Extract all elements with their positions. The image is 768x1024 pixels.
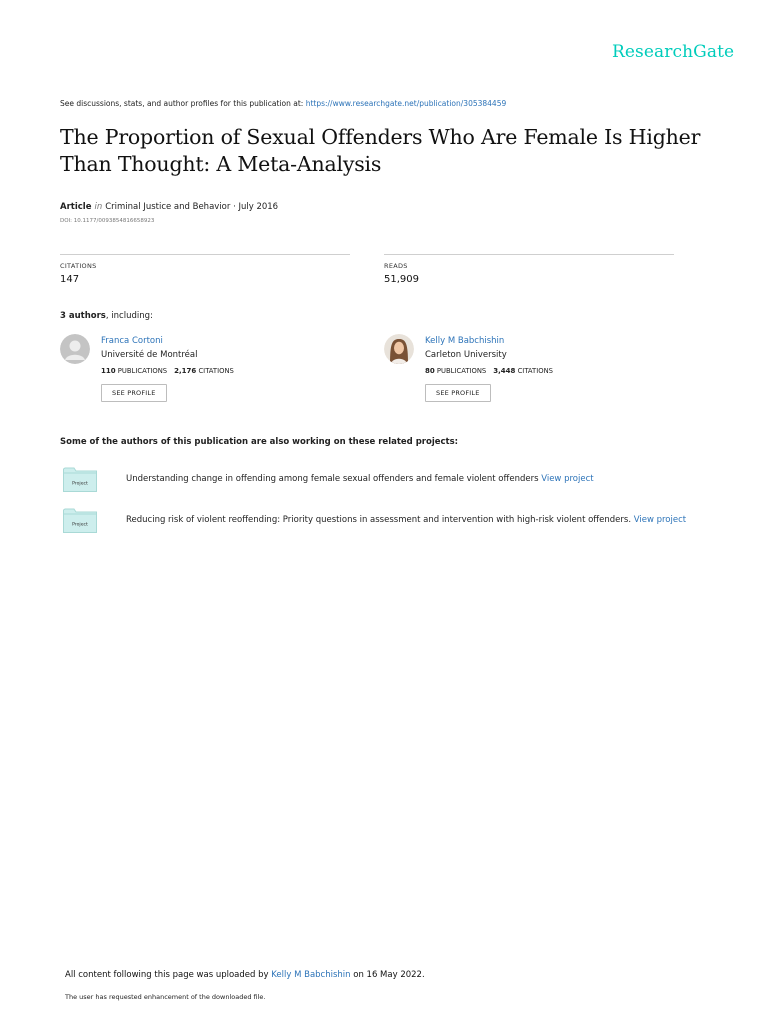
author-name-link[interactable]: Franca Cortoni bbox=[101, 336, 163, 346]
author-name-link[interactable]: Kelly M Babchishin bbox=[425, 336, 505, 346]
reads-label: READS bbox=[384, 262, 408, 270]
project-icon-label: Project bbox=[72, 481, 88, 487]
authors-including: , including: bbox=[105, 311, 153, 321]
related-projects-heading: Some of the authors of this publication are also working on these related projects: bbox=[60, 437, 459, 447]
uploader-link[interactable]: Kelly M Babchishin bbox=[271, 970, 351, 980]
view-project-link[interactable]: View project bbox=[541, 474, 594, 484]
reads-divider bbox=[384, 254, 674, 255]
author-citations-label: CITATIONS bbox=[198, 367, 234, 375]
project-description: Understanding change in offending among female sexual offenders and female violent offenders bbox=[126, 474, 542, 484]
project-folder-icon bbox=[63, 466, 97, 492]
meta-in: in bbox=[94, 202, 103, 212]
default-avatar-icon bbox=[60, 334, 90, 364]
journal-date: Criminal Justice and Behavior · July 2016 bbox=[105, 202, 279, 212]
author-citations-label: CITATIONS bbox=[517, 367, 553, 375]
author-citations-count: 3,448 bbox=[493, 367, 516, 375]
project-description: Reducing risk of violent reoffending: Priority questions in assessment and intervention with high-risk violent offenders. bbox=[126, 515, 634, 525]
author-publications-count: 80 bbox=[425, 367, 435, 375]
project-item bbox=[126, 474, 594, 484]
citations-label: CITATIONS bbox=[60, 262, 97, 270]
publication-meta bbox=[60, 202, 278, 212]
enhancement-note: The user has requested enhancement of the downloaded file. bbox=[65, 993, 266, 1001]
avatar[interactable] bbox=[60, 334, 90, 364]
author-institution: Université de Montréal bbox=[101, 350, 198, 360]
see-profile-button[interactable]: SEE PROFILE bbox=[101, 384, 167, 402]
see-profile-button[interactable]: SEE PROFILE bbox=[425, 384, 491, 402]
doi: DOI: 10.1177/0093854816658923 bbox=[60, 218, 155, 224]
author-citations-count: 2,176 bbox=[174, 367, 197, 375]
author-stats bbox=[425, 367, 553, 375]
discussion-prefix: See discussions, stats, and author profiles for this publication at: bbox=[60, 99, 306, 108]
publication-title: The Proportion of Sexual Offenders Who Are Female Is Higher Than Thought: A Meta-Analysis bbox=[60, 125, 701, 176]
authors-heading bbox=[60, 311, 153, 321]
citations-divider bbox=[60, 254, 350, 255]
reads-value: 51,909 bbox=[384, 274, 419, 285]
project-item bbox=[126, 515, 686, 525]
project-folder-icon bbox=[63, 507, 97, 533]
discussion-line bbox=[60, 99, 506, 108]
author-stats bbox=[101, 367, 234, 375]
avatar[interactable] bbox=[384, 334, 414, 364]
author-publications-label: PUBLICATIONS bbox=[436, 367, 487, 375]
publication-url-link[interactable]: https://www.researchgate.net/publication/305384459 bbox=[305, 99, 507, 108]
authors-count: 3 authors bbox=[60, 311, 106, 321]
author-publications-label: PUBLICATIONS bbox=[117, 367, 168, 375]
publication-type: Article bbox=[60, 202, 92, 212]
citations-value: 147 bbox=[60, 274, 80, 285]
upload-suffix: on 16 May 2022. bbox=[350, 970, 425, 980]
view-project-link[interactable]: View project bbox=[633, 515, 687, 525]
researchgate-logo[interactable]: ResearchGate bbox=[612, 42, 735, 62]
project-icon-label: Project bbox=[72, 522, 88, 528]
upload-notice bbox=[65, 970, 425, 980]
author-institution: Carleton University bbox=[425, 350, 507, 360]
upload-prefix: All content following this page was uploaded by bbox=[65, 970, 272, 980]
author-photo-icon bbox=[384, 334, 414, 364]
author-publications-count: 110 bbox=[101, 367, 116, 375]
